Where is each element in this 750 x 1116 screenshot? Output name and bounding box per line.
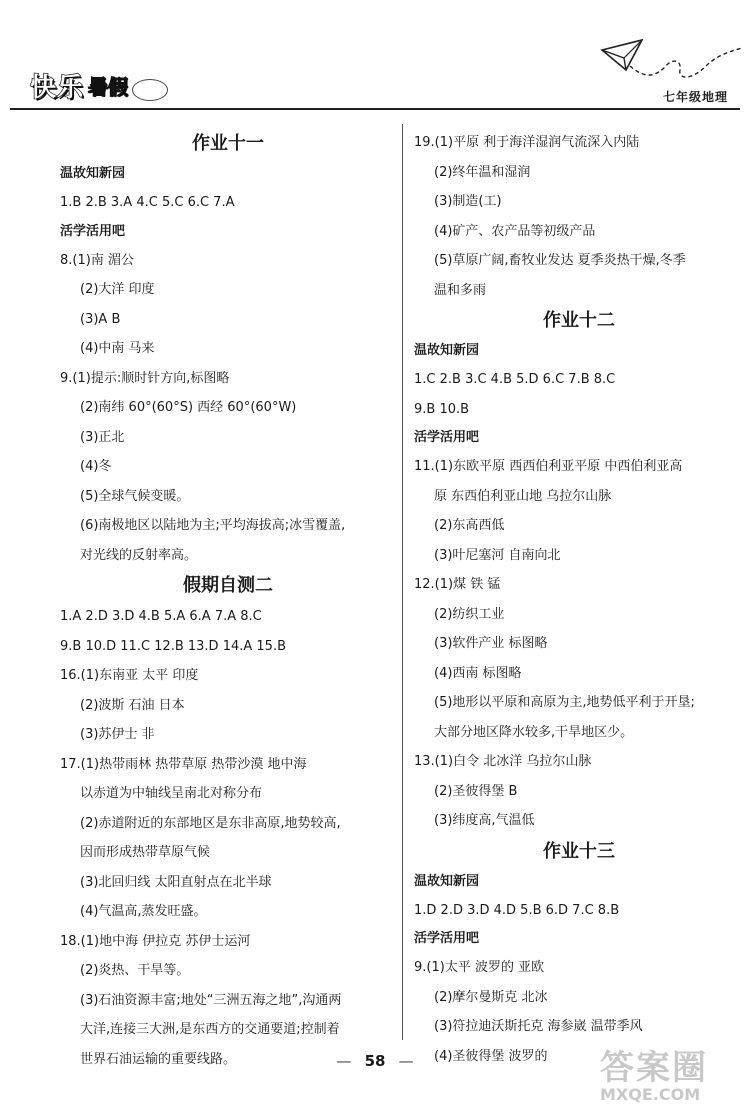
answer-line: 对光线的反射率高。 xyxy=(80,547,198,563)
answer-line: (2)波斯 石油 日本 xyxy=(80,697,185,713)
answer-line: (2)终年温和湿润 xyxy=(434,164,531,180)
answer-line: (5)地形以平原和高原为主,地势低平利于开垦; xyxy=(434,695,695,710)
answer-line: 大洋,连接三大洲,是东西方的交通要道;控制着 xyxy=(80,1022,340,1037)
column-divider xyxy=(402,124,403,1040)
answer-line: (2)赤道附近的东部地区是东非高原,地势较高, xyxy=(80,815,341,831)
answer-line: 大部分地区降水较多,干旱地区少。 xyxy=(434,724,634,740)
answer-line: (3)石油资源丰富;地处“三洲五海之地”,沟通两 xyxy=(80,992,342,1008)
paper-plane-icon xyxy=(596,36,746,96)
watermark-title: 答案圈 xyxy=(600,1048,708,1088)
subsection-heading: 温故知新园 xyxy=(414,873,480,889)
book-logo xyxy=(30,62,168,108)
watermark-url: MXQE.COM xyxy=(600,1085,701,1104)
subsection-heading: 活学活用吧 xyxy=(60,223,126,239)
answer-line: 16.(1)东南亚 太平 印度 xyxy=(60,668,199,683)
answer-line: (2)炎热、干旱等。 xyxy=(80,963,190,978)
logo-bubble-icon xyxy=(132,79,168,101)
page-header xyxy=(0,0,750,118)
answer-line: (3)正北 xyxy=(80,429,125,445)
answer-line: 13.(1)白令 北冰洋 乌拉尔山脉 xyxy=(414,754,592,769)
answer-line: (3)软件产业 标图略 xyxy=(434,636,548,651)
answer-line: 18.(1)地中海 伊拉克 苏伊士运河 xyxy=(60,933,251,949)
subsection-heading: 活学活用吧 xyxy=(414,430,480,445)
answer-line: 9.B 10.B xyxy=(414,401,470,417)
answer-line: 原 东西伯利亚山地 乌拉尔山脉 xyxy=(434,488,612,504)
left-column xyxy=(60,128,396,1074)
answer-line: (4)气温高,蒸发旺盛。 xyxy=(80,904,207,919)
answer-line: (3)纬度高,气温低 xyxy=(434,813,535,828)
answer-line: 1.A 2.D 3.D 4.B 5.A 6.A 7.A 8.C xyxy=(60,609,262,624)
answer-line: 因而形成热带草原气候 xyxy=(80,845,211,860)
answer-line: 1.B 2.B 3.A 4.C 5.C 6.C 7.A xyxy=(60,195,235,210)
section-title: 假期自测二 xyxy=(183,575,273,596)
page-number: 58 xyxy=(364,1052,386,1070)
answer-line: (4)中南 马来 xyxy=(80,341,155,356)
logo-sub-text: 暑假 xyxy=(88,74,129,99)
section-title: 作业十三 xyxy=(543,840,615,862)
subsection-heading: 温故知新园 xyxy=(60,166,126,181)
answer-line: (2)南纬 60°(60°S) 西经 60°(60°W) xyxy=(80,400,297,415)
subsection-heading: 温故知新园 xyxy=(414,343,480,358)
section-title: 作业十一 xyxy=(192,133,264,154)
answer-line: 以赤道为中轴线呈南北对称分布 xyxy=(80,786,263,801)
subject-label: 七年级地理 xyxy=(662,90,728,104)
answer-line: (3)北回归线 太阳直射点在北半球 xyxy=(80,874,272,890)
logo-main-text: 快乐 xyxy=(30,72,85,103)
section-title: 作业十二 xyxy=(543,310,615,331)
subsection-heading: 活学活用吧 xyxy=(414,931,480,946)
footer-dash-icon: — xyxy=(336,1052,352,1070)
answer-line: 世界石油运输的重要线路。 xyxy=(80,1051,237,1067)
answer-line: (4)西南 标图略 xyxy=(434,665,522,681)
answer-line: (3)叶尼塞河 自南向北 xyxy=(434,547,561,563)
answer-line: (2)大洋 印度 xyxy=(80,282,155,297)
right-column xyxy=(414,128,744,1071)
answer-line: (2)纺织工业 xyxy=(434,606,505,622)
answer-line: (4)圣彼得堡 波罗的 xyxy=(434,1048,548,1064)
answer-line: 8.(1)南 湄公 xyxy=(60,252,134,268)
answer-line: 1.C 2.B 3.C 4.B 5.D 6.C 7.B 8.C xyxy=(414,372,616,387)
answer-line: 温和多雨 xyxy=(434,282,487,298)
answer-line: 19.(1)平原 利于海洋湿润气流深入内陆 xyxy=(414,135,640,150)
answer-line: 12.(1)煤 铁 锰 xyxy=(414,577,501,592)
answer-line: (4)冬 xyxy=(80,459,112,474)
answer-line: (2)摩尔曼斯克 北冰 xyxy=(434,989,548,1005)
answer-line: (2)东高西低 xyxy=(434,518,505,533)
answer-line: (3)苏伊士 非 xyxy=(80,727,155,742)
header-rule xyxy=(10,108,740,110)
footer-dash-icon: — xyxy=(398,1052,414,1070)
answer-line: 9.(1)太平 波罗的 亚欧 xyxy=(414,960,545,975)
answer-line: 17.(1)热带雨林 热带草原 热带沙漠 地中海 xyxy=(60,756,307,772)
answer-line: (3)A B xyxy=(80,311,121,327)
answer-line: (6)南极地区以陆地为主;平均海拔高;冰雪覆盖, xyxy=(80,518,346,533)
site-watermark xyxy=(600,1040,740,1112)
answer-line: (5)全球气候变暖。 xyxy=(80,488,190,504)
answer-line: 9.(1)提示:顺时针方向,标图略 xyxy=(60,370,230,386)
answer-line: 11.(1)东欧平原 西西伯利亚平原 中西伯利亚高 xyxy=(414,459,683,474)
answer-line: 1.D 2.D 3.D 4.D 5.B 6.D 7.C 8.B xyxy=(414,902,620,918)
answer-line: (3)符拉迪沃斯托克 海参崴 温带季风 xyxy=(434,1019,643,1034)
answer-line: (2)圣彼得堡 B xyxy=(434,783,518,799)
answer-line: (4)矿产、农产品等初级产品 xyxy=(434,223,596,239)
answer-line: (5)草原广阔,畜牧业发达 夏季炎热干燥,冬季 xyxy=(434,253,686,268)
answer-line: (3)制造(工) xyxy=(434,194,502,209)
answer-line: 9.B 10.D 11.C 12.B 13.D 14.A 15.B xyxy=(60,638,286,654)
